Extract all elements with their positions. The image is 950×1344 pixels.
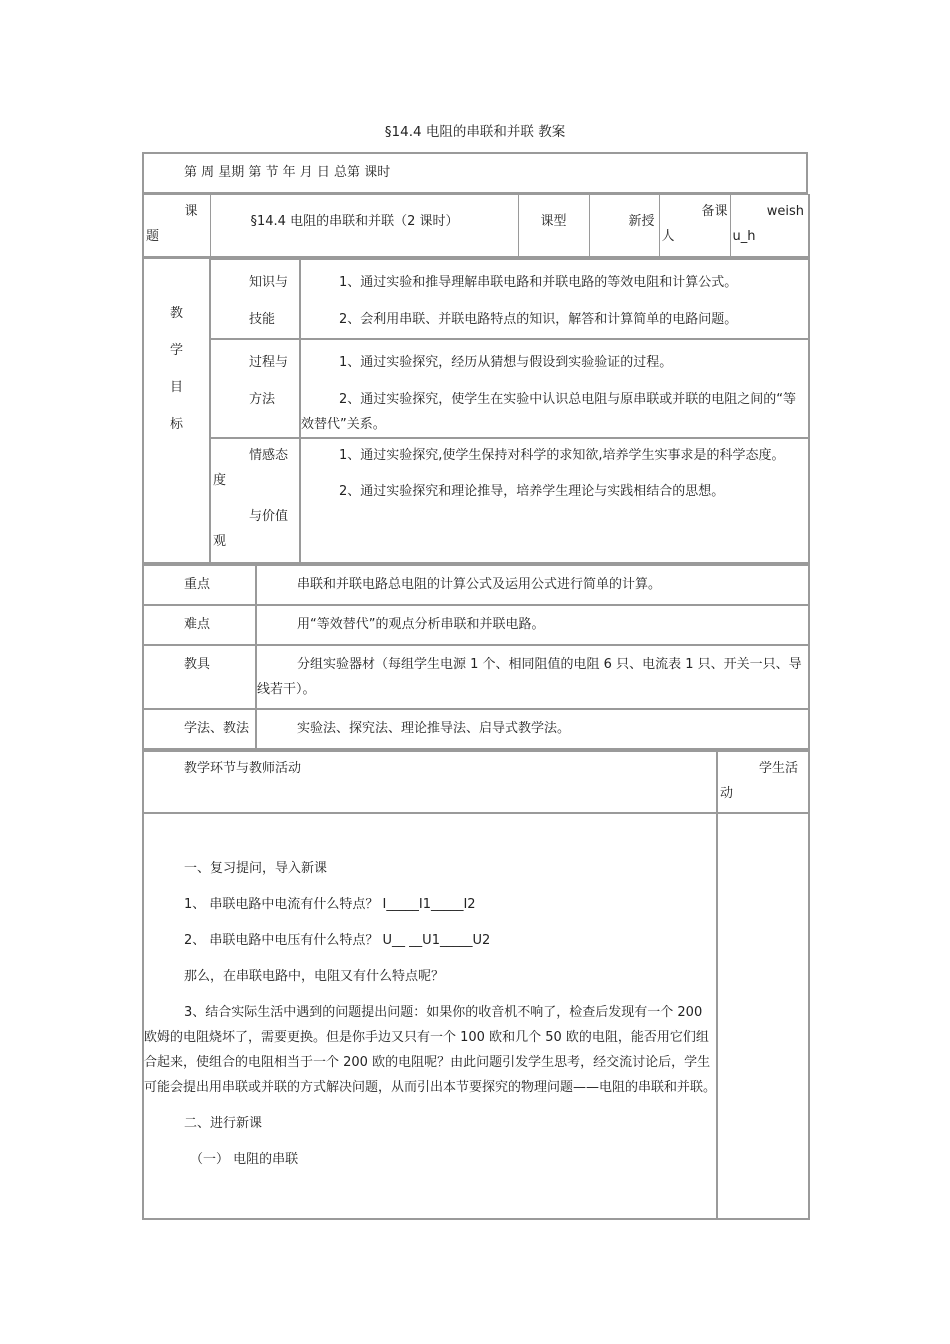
lesson-type-value: 新授 <box>589 195 659 257</box>
body-line-1: 一、复习提问，导入新课 <box>184 860 328 876</box>
objectives-label-3: 目 <box>169 380 183 395</box>
process-label-a: 过程与 <box>249 354 289 370</box>
header-row <box>142 152 808 194</box>
knowledge-items <box>300 259 809 339</box>
objectives-label-1: 教 <box>169 306 183 321</box>
difficulty-label: 难点 <box>143 605 256 645</box>
preparer-label-b: 人 <box>661 229 675 244</box>
body-line-4: 那么，在串联电路中，电阻又有什么特点呢？ <box>184 968 445 984</box>
topic-value: §14.4 电阻的串联和并联（2 课时） <box>210 195 518 257</box>
attitude-label-c: 与价值 <box>249 508 289 524</box>
summary-block <box>142 564 810 750</box>
attitude-label-cell <box>210 438 300 563</box>
body-line-7: （一） 电阻的串联 <box>190 1151 299 1167</box>
teacher-activity-header: 教学环节与教师活动 <box>143 751 717 813</box>
process-label-cell <box>210 339 300 438</box>
attitude-item-1: 1、通过实验探究,使学生保持对科学的求知欲,培养学生实事求是的科学态度。 <box>339 447 785 463</box>
process-items <box>300 339 809 438</box>
student-activity-header <box>717 751 809 813</box>
key-point-label: 重点 <box>143 565 256 605</box>
methods-label: 学法、教法 <box>143 709 256 749</box>
attitude-items <box>300 438 809 563</box>
topic-label-cell <box>143 195 210 257</box>
tools-label: 教具 <box>143 645 256 709</box>
schedule-line: 第 周 星期 第 节 年 月 日 总第 课时 <box>143 153 807 193</box>
lesson-plan-table <box>142 152 808 1220</box>
objectives-label-2: 学 <box>169 343 183 358</box>
objectives-label-4: 标 <box>169 417 183 432</box>
objectives-label <box>143 259 210 563</box>
knowledge-label-b: 技能 <box>249 311 276 327</box>
key-point-text: 串联和并联电路总电阻的计算公式及运用公式进行简单的计算。 <box>256 565 809 605</box>
activities-block <box>142 750 810 1220</box>
attitude-label-b: 度 <box>213 472 227 488</box>
process-label-b: 方法 <box>249 391 276 407</box>
preparer-value-cell <box>730 195 809 257</box>
process-item-1: 1、通过实验探究，经历从猜想与假设到实验验证的过程。 <box>339 354 673 370</box>
lesson-body <box>143 813 717 1219</box>
student-activity-header-b: 动 <box>720 785 734 801</box>
difficulty-text: 用“等效替代”的观点分析串联和并联电路。 <box>256 605 809 645</box>
knowledge-label-cell <box>210 259 300 339</box>
body-line-2: 1、 串联电路中电流有什么特点？ I_____I1_____I2 <box>184 896 476 912</box>
preparer-value-b: u_h <box>732 229 756 244</box>
student-activity-header-a: 学生活 <box>758 760 798 776</box>
attitude-label-d: 观 <box>213 533 227 549</box>
tools-text: 分组实验器材（每组学生电源 1 个、相同阻值的电阻 6 只、电流表 1 只、开关一只、导线若干）。 <box>256 645 809 709</box>
attitude-label-a: 情感态 <box>249 447 289 463</box>
knowledge-label-a: 知识与 <box>249 274 289 290</box>
body-line-3: 2、 串联电路中电压有什么特点？ U__ __U1_____U2 <box>184 932 491 948</box>
knowledge-item-2: 2、会利用串联、并联电路特点的知识，解答和计算简单的电路问题。 <box>339 311 738 327</box>
objectives-block <box>142 258 810 564</box>
lesson-type-label: 课型 <box>518 195 589 257</box>
methods-text: 实验法、探究法、理论推导法、启导式教学法。 <box>256 709 809 749</box>
student-activity-body <box>717 813 809 1219</box>
document-title: §14.4 电阻的串联和并联 教案 <box>384 124 566 140</box>
preparer-label-cell <box>659 195 730 257</box>
attitude-item-2: 2、通过实验探究和理论推导，培养学生理论与实践相结合的思想。 <box>339 483 725 499</box>
body-line-5: 3、结合实际生活中遇到的问题提出问题：如果你的收音机不响了，检查后发现有一个 200 欧姆的电阻烧坏了，需要更换。但是你手边又只有一个 100 欧和几个 50 欧的电阻，能否用它们组合起来，使组合的电阻相当于一个 200 欧的电阻呢？由此问题引发学生思考，经交流讨论后，学生可能会提出用串联或并联的方式解决问题，从而引出本节要探究的物理问题——电阻的串联和并联。 <box>144 1004 717 1095</box>
process-item-2: 2、通过实验探究，使学生在实验中认识总电阻与原串联或并联的电阻之间的“等效替代”关系。 <box>301 391 797 432</box>
preparer-label-a: 备课 <box>701 204 728 219</box>
knowledge-item-1: 1、通过实验和推导理解串联电路和并联电路的等效电阻和计算公式。 <box>339 274 738 290</box>
topic-label-b: 题 <box>146 229 160 244</box>
body-line-6: 二、进行新课 <box>184 1115 263 1131</box>
topic-label-a: 课 <box>184 204 198 219</box>
topic-row <box>142 194 810 258</box>
preparer-value-a: weish <box>766 204 804 219</box>
